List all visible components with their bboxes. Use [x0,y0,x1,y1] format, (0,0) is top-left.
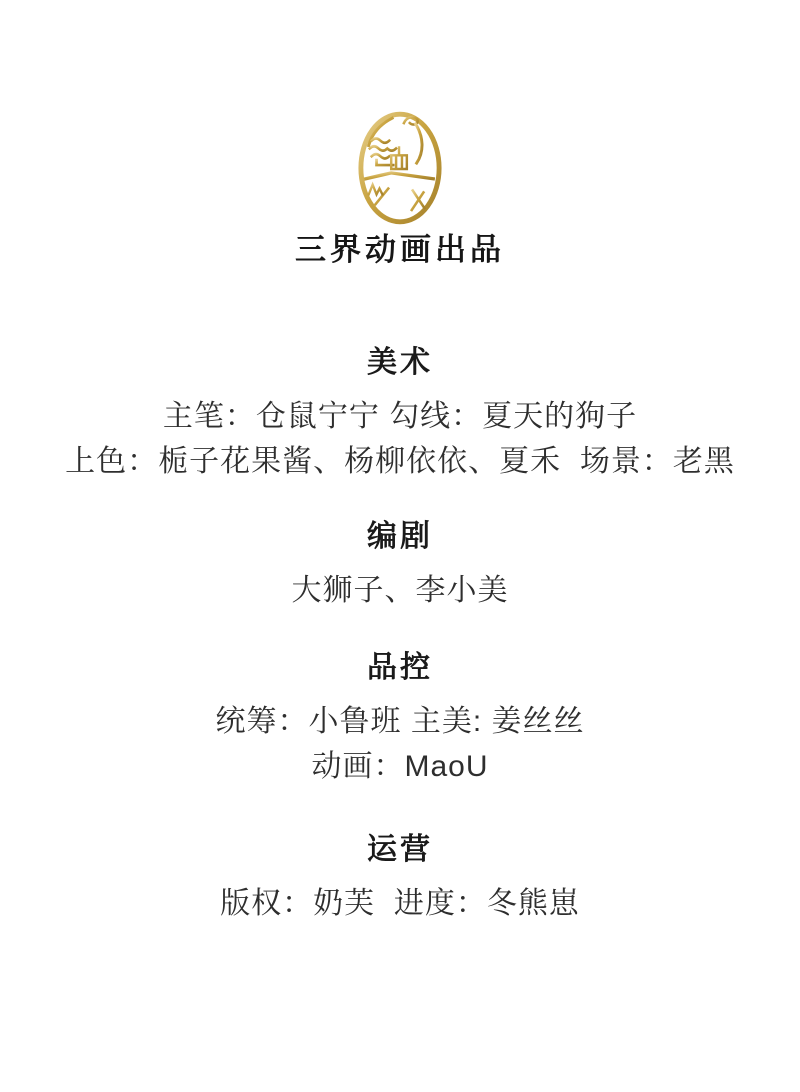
section-title-screenplay: 编剧 [367,520,433,553]
credits-section-screenplay [20,520,780,613]
credits-section-quality-control [20,651,780,789]
oval-seal-logo-icon [356,110,444,226]
section-title-art: 美术 [367,346,433,379]
credit-line: 动画：MaoU [311,750,489,783]
studio-logo-block [0,0,800,268]
credit-line: 上色：栀子花果酱、杨柳依依、夏禾 场景：老黑 [65,445,735,478]
credits-sections [20,346,780,926]
credit-line: 版权：奶芙 进度：冬熊崽 [220,887,580,920]
credits-section-operations [20,833,780,926]
credit-line: 统筹：小鲁班 主美: 姜丝丝 [215,705,585,738]
credit-line: 大狮子、李小美 [291,574,509,607]
credit-line: 主笔：仓鼠宁宁 勾线：夏天的狗子 [162,400,638,433]
studio-name: 三界动画出品 [295,232,505,267]
section-title-quality-control: 品控 [367,651,433,684]
credits-section-art [20,346,780,484]
section-title-operations: 运营 [367,833,433,866]
